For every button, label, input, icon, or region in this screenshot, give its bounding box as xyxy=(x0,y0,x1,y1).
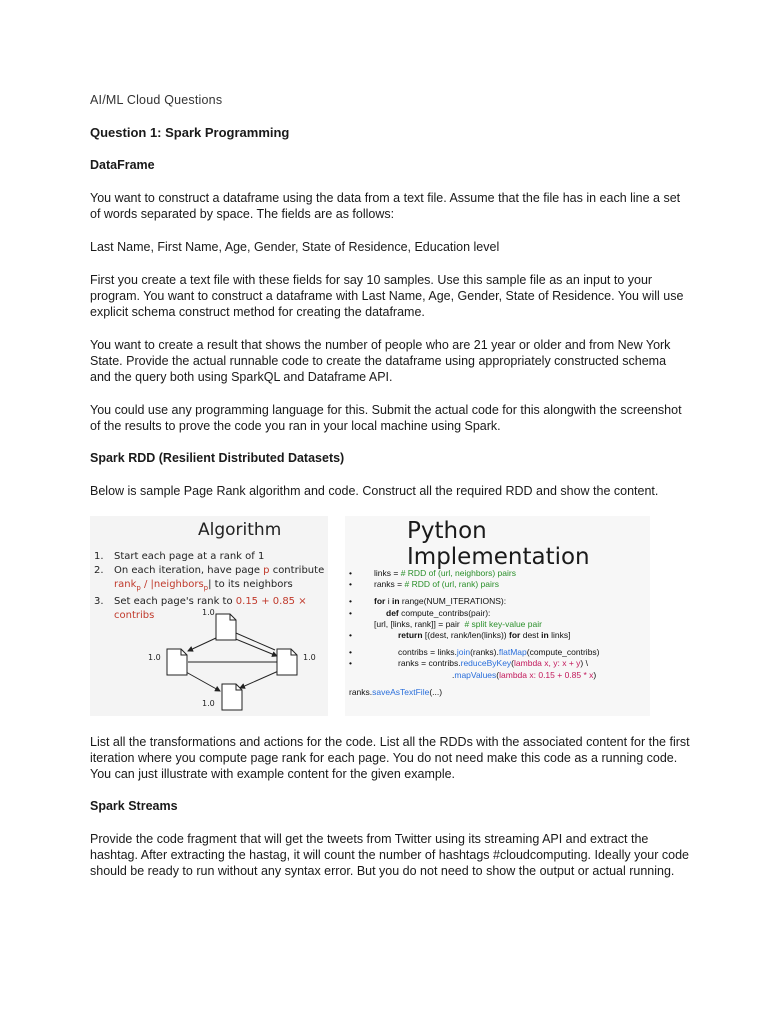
question-title: Question 1: Spark Programming xyxy=(90,125,290,140)
dataframe-paragraph-3: First you create a text file with these fields for say 10 samples. Use this sample file as an input to your program. You want to construct a dataframe with Last Name, Age, Gender, State of Residence. You will use explicit schema construct method for creating the dataframe. xyxy=(90,273,684,319)
graph-node-bottom xyxy=(222,684,242,710)
code-line: .mapValues(lambda x: 0.15 + 0.85 * x) xyxy=(452,669,597,680)
pagerank-graph-diagram xyxy=(90,516,328,716)
algorithm-step-3: 3. Set each page's rank to 0.15 + 0.85 × contribs xyxy=(94,596,307,621)
code-line: • ranks = contribs.reduceByKey(lambda x, y: x + y) \ xyxy=(349,658,588,669)
pagerank-figure xyxy=(90,516,650,716)
rdd-paragraph-2: List all the transformations and actions for the code. List all the RDDs with the associated content for the first iteration where you compute page rank for each page. You do not need make this code as a running code. You can just illustrate with example content for the given example. xyxy=(90,735,690,781)
python-implementation-title: Python Implementation xyxy=(407,518,590,570)
algorithm-title: Algorithm xyxy=(198,520,282,540)
dataframe-paragraph-2: Last Name, First Name, Age, Gender, State of Residence, Education level xyxy=(90,240,500,254)
graph-node-label-left: 1.0 xyxy=(148,653,161,662)
graph-node-label-bottom: 1.0 xyxy=(202,699,215,708)
python-implementation-panel xyxy=(345,516,650,716)
algorithm-step-2: 2. On each iteration, have page p contribute xyxy=(94,565,325,576)
code-line: ranks.saveAsTextFile(...) xyxy=(349,686,443,697)
rdd-paragraph-1: Below is sample Page Rank algorithm and code. Construct all the required RDD and show the content. xyxy=(90,484,659,498)
graph-node-label-right: 1.0 xyxy=(303,653,316,662)
code-line: • return [(dest, rank/len(links)) for dest in links] xyxy=(349,630,571,641)
algorithm-step-1: 1. Start each page at a rank of 1 xyxy=(94,551,265,562)
code-line: • links = # RDD of (url, neighbors) pairs xyxy=(349,568,516,578)
graph-node-right xyxy=(277,649,297,675)
code-line: • def compute_contribs(pair): xyxy=(349,607,491,618)
graph-node-label-top: 1.0 xyxy=(202,608,215,617)
graph-node-top xyxy=(216,614,236,640)
rdd-heading: Spark RDD (Resilient Distributed Datasets) xyxy=(90,451,345,465)
code-line: • for i in range(NUM_ITERATIONS): xyxy=(349,596,507,607)
graph-edge xyxy=(188,638,216,651)
dataframe-paragraph-5: You could use any programming language for this. Submit the actual code for this alongwith the screenshot of the results to prove the code you ran in your local machine using Spark. xyxy=(90,403,682,433)
document-title: AI/ML Cloud Questions xyxy=(90,93,223,107)
algorithm-panel xyxy=(90,516,328,716)
dataframe-paragraph-4: You want to create a result that shows the number of people who are 21 year or older and from New York State. Provide the actual runnable code to create the dataframe using appropriately constructed schema and the query both using SparkQL and Dataframe API. xyxy=(90,338,671,384)
algorithm-step-2-continued: rank$_p$ / |neighbors$_p$| to its neighbors xyxy=(114,579,293,592)
pagerank-code xyxy=(345,568,650,698)
code-line: [url, [links, rank]] = pair # split key-value pair xyxy=(374,618,542,629)
code-line: • contribs = links.join(ranks).flatMap(compute_contribs) xyxy=(349,647,600,658)
graph-edge xyxy=(186,672,220,691)
graph-node-left xyxy=(167,649,187,675)
dataframe-paragraph-1: You want to construct a dataframe using the data from a text file. Assume that the file has in each line a set of words separated by space. The fields are as follows: xyxy=(90,191,681,221)
code-line: • ranks = # RDD of (url, rank) pairs xyxy=(349,579,499,590)
dataframe-heading: DataFrame xyxy=(90,158,155,172)
document-page xyxy=(90,93,690,896)
streams-heading: Spark Streams xyxy=(90,799,178,813)
streams-paragraph-1: Provide the code fragment that will get the tweets from Twitter using its streaming API and extract the hashtag. After extracting the hastag, it will count the number of hashtags #cloudcomputing. Ideally your code should be ready to run without any syntax error. But you do not need to show the output or actual running. xyxy=(90,832,689,878)
